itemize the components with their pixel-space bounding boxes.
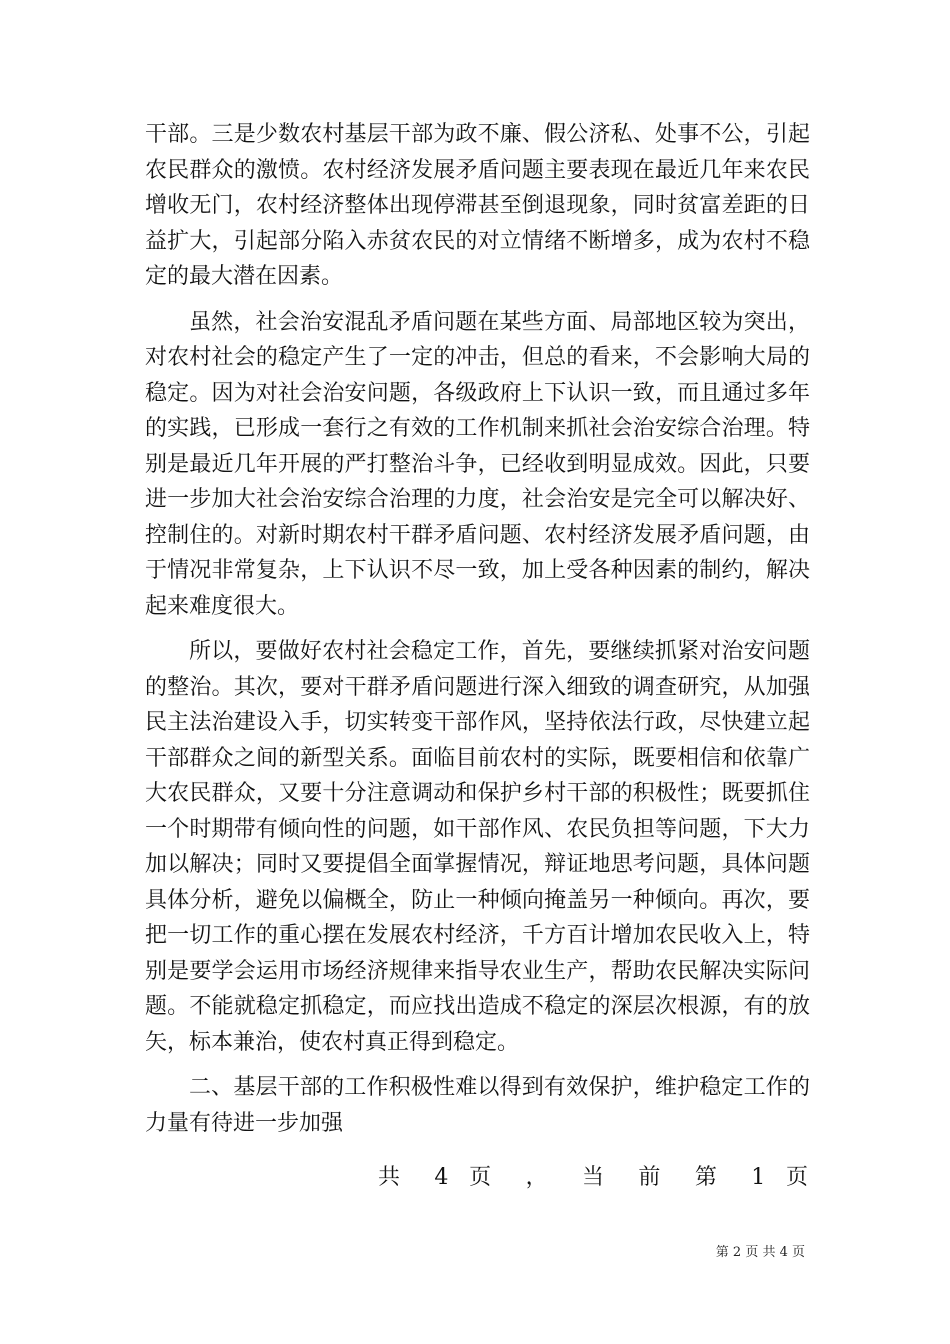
paragraph-stability-work: 所以，要做好农村社会稳定工作，首先，要继续抓紧对治安问题的整治。其次，要对干群矛盾问题进行深入细致的调查研究，从加强民主法治建设入手，切实转变干部作风，坚持依法行政，尽快建立起干部群众之间的新型关系。面临目前农村的实际，既要相信和依靠广大农民群众，又要十分注意调动和保护乡村干部的积极性；既要抓住一个时期带有倾向性的问题，如干部作风、农民负担等问题，下大力加以解决；同时又要提倡全面掌握情况，辩证地思考问题，具体问题具体分析，避免以偏概全，防止一种倾向掩盖另一种倾向。再次，要把一切工作的重心摆在发展农村经济，千方百计增加农民收入上，特别是要学会运用市场经济规律来指导农业生产，帮助农民解决实际问题。不能就稳定抓稳定，而应找出造成不稳定的深层次根源，有的放矢，标本兼治，使农村真正得到稳定。 (145, 639, 810, 1055)
paragraph-continued: 干部。三是少数农村基层干部为政不廉、假公济私、处事不公，引起农民群众的激愤。农村经济发展矛盾问题主要表现在最近几年来农民增收无门，农村经济整体出现停滞甚至倒退现象，同时贫富差距的日益扩大，引起部分陷入赤贫农民的对立情绪不断增多，成为农村不稳定的最大潜在因素。 (145, 122, 810, 289)
page-footer: 第 2 页 共 4 页 (715, 1245, 805, 1260)
section-heading-two: 二、基层干部的工作积极性难以得到有效保护，维护稳定工作的力量有待进一步加强 (145, 1075, 810, 1136)
body-text (145, 117, 810, 1141)
page-counter: 共 4 页 ， 当 前 第 1 页 (378, 1165, 808, 1190)
paragraph-security-issues: 虽然，社会治安混乱矛盾问题在某些方面、局部地区较为突出，对农村社会的稳定产生了一定的冲击，但总的看来，不会影响大局的稳定。因为对社会治安问题，各级政府上下认识一致，而且通过多年的实践，已形成一套行之有效的工作机制来抓社会治安综合治理。特别是最近几年开展的严打整治斗争，已经收到明显成效。因此，只要进一步加大社会治安综合治理的力度，社会治安是完全可以解决好、控制住的。对新时期农村干群矛盾问题、农村经济发展矛盾问题，由于情况非常复杂，上下认识不尽一致，加上受各种因素的制约，解决起来难度很大。 (145, 309, 810, 619)
